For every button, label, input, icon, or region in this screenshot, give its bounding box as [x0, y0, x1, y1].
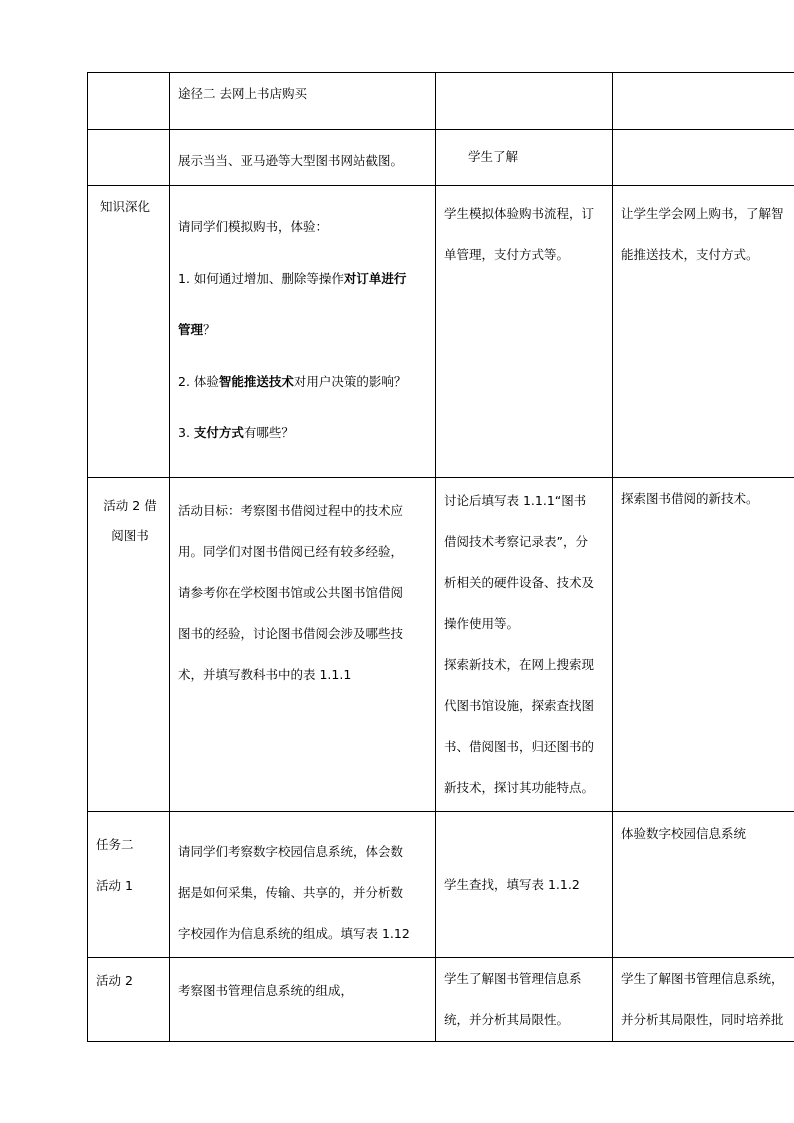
text-line: 能推送技术，支付方式。 [621, 246, 759, 262]
table-cell [88, 478, 170, 812]
table-row [88, 958, 794, 1042]
table-cell [88, 130, 170, 186]
cell-text: 体验数字校园信息系统 [621, 826, 747, 841]
cell-text: 学生查找，填写表 1.1.2 [444, 877, 580, 892]
table-cell [88, 958, 170, 1042]
text-line: 术，并填写教科书中的表 1.1.1 [178, 667, 352, 682]
text-line: 请同学们考察数字校园信息系统，体会数 [178, 844, 404, 859]
table-cell [436, 186, 613, 478]
bold-run: 支付方式 [193, 425, 244, 440]
text-line: 新技术，探讨其功能特点。 [444, 780, 595, 795]
table-cell [436, 478, 613, 812]
table-cell [88, 186, 170, 478]
text-line: 代图书馆设施，探索查找图 [444, 698, 595, 713]
table-cell [170, 73, 436, 130]
text-run: 3. [178, 425, 194, 440]
table-cell [436, 958, 613, 1042]
cell-text: 探索图书借阅的新技术。 [621, 491, 759, 506]
text-line [178, 356, 428, 408]
table-cell [613, 812, 794, 958]
table-cell [170, 812, 436, 958]
text-line [178, 407, 428, 459]
text-line: 用。同学们对图书借阅已经有较多经验， [178, 544, 404, 559]
table-cell [436, 73, 613, 130]
table-cell [613, 478, 794, 812]
table-row [88, 130, 794, 186]
cell-text [88, 478, 169, 546]
text-run: 2. 体验 [178, 373, 219, 389]
table-cell [170, 478, 436, 812]
table-cell [613, 73, 794, 130]
text-line: 探索新技术，在网上搜索现 [444, 657, 595, 672]
text-line: 活动 2 借 [103, 498, 157, 513]
cell-text [88, 812, 169, 906]
cell-text [170, 478, 435, 695]
text-line: 活动目标：考察图书借阅过程中的技术应 [178, 503, 404, 518]
text-line: 图书的经验，讨论图书借阅会涉及哪些技 [178, 626, 404, 641]
table-cell [170, 186, 436, 478]
text-line: 据是如何采集，传输、共享的，并分析数 [178, 885, 404, 900]
cell-text [436, 478, 612, 808]
cell-text [436, 958, 612, 1040]
text-line: 操作使用等。 [444, 616, 520, 631]
table-cell [613, 186, 794, 478]
cell-text: 知识深化 [100, 199, 151, 214]
bold-run: 智能推送技术 [218, 373, 294, 389]
text-line: 书、借阅图书，归还图书的 [444, 739, 595, 754]
text-run: 对用户决策的影响？ [293, 373, 407, 389]
table-cell [170, 130, 436, 186]
text-run: 有哪些？ [243, 425, 294, 440]
table-cell [436, 130, 613, 186]
text-line: 请参考你在学校图书馆或公共图书馆借阅 [178, 585, 404, 600]
text-line: 借阅技术考察记录表”，分 [444, 534, 588, 549]
cell-text [170, 186, 435, 459]
cell-text: 考察图书管理信息系统的组成， [178, 983, 354, 998]
cell-text: 学生了解 [468, 149, 519, 164]
text-line: 讨论后填写表 1.1.1“图书 [444, 493, 587, 508]
cell-text [613, 958, 794, 1040]
text-line: 学生模拟体验购书流程，订 [444, 206, 595, 221]
cell-text [613, 186, 794, 275]
cell-text [436, 186, 612, 275]
cell-text: 展示当当、亚马逊等大型图书网站截图。 [178, 153, 404, 168]
table-cell [170, 958, 436, 1042]
text-run: ？ [203, 322, 216, 337]
cell-text: 途径二 去网上书店购买 [178, 86, 307, 101]
text-line: 让学生学会网上购书，了解智 [621, 206, 784, 221]
table-cell [88, 812, 170, 958]
text-line: 阅图书 [111, 528, 149, 543]
table-cell [88, 73, 170, 130]
cell-text [170, 812, 435, 954]
text-line [178, 304, 428, 356]
text-line: 请同学们模拟购书，体验： [178, 219, 329, 234]
text-line: 活动 1 [96, 878, 133, 893]
cell-text: 活动 2 [96, 973, 133, 988]
text-line: 并分析其局限性，同时培养批 [621, 1012, 784, 1027]
table-row [88, 478, 794, 812]
table-cell [613, 958, 794, 1042]
table-cell [613, 130, 794, 186]
table-cell [436, 812, 613, 958]
table-row [88, 812, 794, 958]
text-line: 字校园作为信息系统的组成。填写表 1.12 [178, 926, 410, 941]
bold-run: 管理 [178, 322, 204, 337]
text-line [178, 253, 428, 305]
table-row [88, 73, 794, 130]
text-line: 学生了解图书管理信息系统， [621, 971, 784, 986]
lesson-plan-table [87, 72, 794, 1042]
text-line: 单管理，支付方式等。 [444, 246, 570, 262]
text-line: 统，并分析其局限性。 [444, 1012, 570, 1027]
bold-run: 对订单进行 [343, 270, 407, 286]
table-row [88, 186, 794, 478]
text-line: 任务二 [96, 837, 134, 852]
text-line: 学生了解图书管理信息系 [444, 971, 582, 986]
text-run: 1. 如何通过增加、删除等操作 [178, 270, 344, 286]
text-line: 析相关的硬件设备、技术及 [444, 575, 595, 590]
